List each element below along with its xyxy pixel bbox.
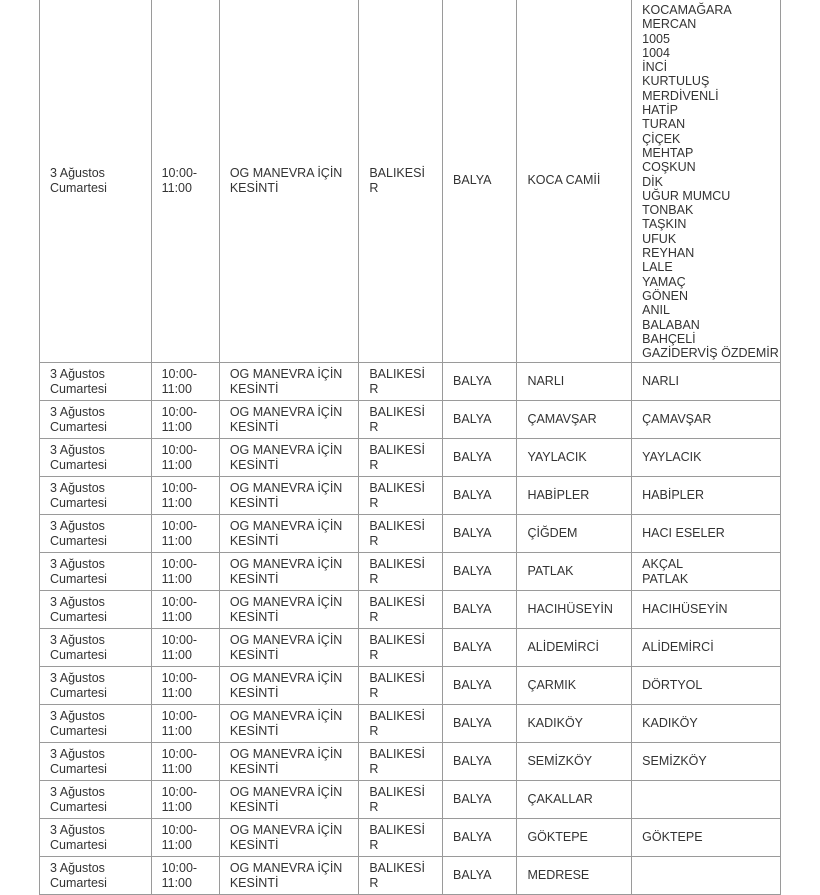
date-cell: 3 Ağustos Cumartesi xyxy=(40,553,152,591)
street-name: KURTULUŞ xyxy=(642,74,710,89)
district-cell: BALYA xyxy=(443,781,517,819)
street-name: ÇAMAVŞAR xyxy=(642,412,712,427)
street-name: AKÇAL xyxy=(642,557,684,572)
reason-cell: OG MANEVRA İÇİN KESİNTİ xyxy=(219,781,359,819)
street-name: HACIHÜSEYİN xyxy=(642,602,728,617)
table-row xyxy=(40,515,781,553)
time-cell: 10:00-11:00 xyxy=(151,781,219,819)
outage-table-container xyxy=(39,0,781,895)
district-cell: BALYA xyxy=(443,515,517,553)
time-cell: 10:00-11:00 xyxy=(151,667,219,705)
date-cell: 3 Ağustos Cumartesi xyxy=(40,629,152,667)
date-cell: 3 Ağustos Cumartesi xyxy=(40,515,152,553)
street-cell xyxy=(632,781,781,819)
time-cell: 10:00-11:00 xyxy=(151,857,219,895)
time-cell: 10:00-11:00 xyxy=(151,0,219,363)
street-name: UĞUR MUMCU xyxy=(642,188,731,203)
district-cell: BALYA xyxy=(443,705,517,743)
time-cell: 10:00-11:00 xyxy=(151,477,219,515)
time-cell: 10:00-11:00 xyxy=(151,401,219,439)
district-cell: BALYA xyxy=(443,667,517,705)
outage-table-body xyxy=(40,0,781,895)
street-cell xyxy=(632,591,781,629)
city-cell: BALIKESİR xyxy=(359,591,443,629)
reason-cell: OG MANEVRA İÇİN KESİNTİ xyxy=(219,401,359,439)
street-name: MERCAN xyxy=(642,17,697,32)
neighborhood-cell: KOCA CAMİİ xyxy=(517,0,632,363)
date-cell: 3 Ağustos Cumartesi xyxy=(40,705,152,743)
reason-cell: OG MANEVRA İÇİN KESİNTİ xyxy=(219,553,359,591)
street-name: GÖKTEPE xyxy=(642,830,703,845)
table-row xyxy=(40,439,781,477)
district-cell: BALYA xyxy=(443,553,517,591)
district-cell: BALYA xyxy=(443,629,517,667)
street-name: GAZİDERVİŞ ÖZDEMİR xyxy=(642,346,779,361)
table-row xyxy=(40,363,781,401)
street-name: REYHAN xyxy=(642,246,695,261)
street-name: PATLAK xyxy=(642,571,689,586)
street-cell xyxy=(632,667,781,705)
date-cell: 3 Ağustos Cumartesi xyxy=(40,401,152,439)
city-cell: BALIKESİR xyxy=(359,743,443,781)
street-name: HABİPLER xyxy=(642,488,704,503)
neighborhood-cell: KADIKÖY xyxy=(517,705,632,743)
street-name: YAMAÇ xyxy=(642,274,686,289)
neighborhood-cell: GÖKTEPE xyxy=(517,819,632,857)
table-row xyxy=(40,781,781,819)
reason-cell: OG MANEVRA İÇİN KESİNTİ xyxy=(219,629,359,667)
street-name: BALABAN xyxy=(642,317,700,332)
reason-cell: OG MANEVRA İÇİN KESİNTİ xyxy=(219,667,359,705)
table-row xyxy=(40,667,781,705)
city-cell: BALIKESİR xyxy=(359,515,443,553)
street-cell xyxy=(632,515,781,553)
street-cell xyxy=(632,477,781,515)
city-cell: BALIKESİR xyxy=(359,705,443,743)
time-cell: 10:00-11:00 xyxy=(151,819,219,857)
date-cell: 3 Ağustos Cumartesi xyxy=(40,781,152,819)
street-name: TONBAK xyxy=(642,203,694,218)
street-cell xyxy=(632,629,781,667)
date-cell: 3 Ağustos Cumartesi xyxy=(40,857,152,895)
street-name: İNCİ xyxy=(642,60,668,75)
street-name: TURAN xyxy=(642,117,686,132)
district-cell: BALYA xyxy=(443,439,517,477)
time-cell: 10:00-11:00 xyxy=(151,363,219,401)
street-cell xyxy=(632,363,781,401)
table-row xyxy=(40,591,781,629)
table-row xyxy=(40,401,781,439)
table-row xyxy=(40,819,781,857)
street-cell xyxy=(632,401,781,439)
reason-cell: OG MANEVRA İÇİN KESİNTİ xyxy=(219,477,359,515)
date-cell: 3 Ağustos Cumartesi xyxy=(40,0,152,363)
street-cell xyxy=(632,819,781,857)
neighborhood-cell: ÇARMIK xyxy=(517,667,632,705)
district-cell: BALYA xyxy=(443,477,517,515)
outage-table xyxy=(39,0,781,895)
district-cell: BALYA xyxy=(443,0,517,363)
street-name: HACI ESELER xyxy=(642,526,725,541)
street-name: HATİP xyxy=(642,103,679,118)
date-cell: 3 Ağustos Cumartesi xyxy=(40,819,152,857)
neighborhood-cell: MEDRESE xyxy=(517,857,632,895)
district-cell: BALYA xyxy=(443,591,517,629)
district-cell: BALYA xyxy=(443,363,517,401)
street-cell xyxy=(632,439,781,477)
city-cell: BALIKESİR xyxy=(359,0,443,363)
street-name: COŞKUN xyxy=(642,160,696,175)
street-name: KADIKÖY xyxy=(642,716,698,731)
time-cell: 10:00-11:00 xyxy=(151,705,219,743)
street-name: ALİDEMİRCİ xyxy=(642,640,714,655)
time-cell: 10:00-11:00 xyxy=(151,553,219,591)
neighborhood-cell: ÇİĞDEM xyxy=(517,515,632,553)
city-cell: BALIKESİR xyxy=(359,477,443,515)
street-cell xyxy=(632,743,781,781)
time-cell: 10:00-11:00 xyxy=(151,591,219,629)
neighborhood-cell: ÇAKALLAR xyxy=(517,781,632,819)
neighborhood-cell: PATLAK xyxy=(517,553,632,591)
street-name: TAŞKIN xyxy=(642,217,687,232)
reason-cell: OG MANEVRA İÇİN KESİNTİ xyxy=(219,819,359,857)
date-cell: 3 Ağustos Cumartesi xyxy=(40,363,152,401)
street-name: BAHÇELİ xyxy=(642,331,696,346)
street-name: DİK xyxy=(642,174,663,189)
city-cell: BALIKESİR xyxy=(359,667,443,705)
reason-cell: OG MANEVRA İÇİN KESİNTİ xyxy=(219,857,359,895)
street-name: ÇİÇEK xyxy=(642,131,681,146)
date-cell: 3 Ağustos Cumartesi xyxy=(40,439,152,477)
time-cell: 10:00-11:00 xyxy=(151,743,219,781)
reason-cell: OG MANEVRA İÇİN KESİNTİ xyxy=(219,0,359,363)
table-row xyxy=(40,477,781,515)
reason-cell: OG MANEVRA İÇİN KESİNTİ xyxy=(219,363,359,401)
street-name: ANIL xyxy=(642,303,670,318)
city-cell: BALIKESİR xyxy=(359,781,443,819)
neighborhood-cell: SEMİZKÖY xyxy=(517,743,632,781)
table-row xyxy=(40,705,781,743)
district-cell: BALYA xyxy=(443,401,517,439)
neighborhood-cell: ÇAMAVŞAR xyxy=(517,401,632,439)
street-name: KOCAMAĞARA xyxy=(642,3,732,17)
reason-cell: OG MANEVRA İÇİN KESİNTİ xyxy=(219,591,359,629)
street-name: LALE xyxy=(642,260,673,275)
time-cell: 10:00-11:00 xyxy=(151,629,219,667)
reason-cell: OG MANEVRA İÇİN KESİNTİ xyxy=(219,439,359,477)
time-cell: 10:00-11:00 xyxy=(151,439,219,477)
city-cell: BALIKESİR xyxy=(359,819,443,857)
street-name: GÖNEN xyxy=(642,288,688,303)
date-cell: 3 Ağustos Cumartesi xyxy=(40,743,152,781)
street-name: DÖRTYOL xyxy=(642,678,703,693)
street-name: 1005 xyxy=(642,31,670,46)
street-cell xyxy=(632,0,781,363)
neighborhood-cell: HABİPLER xyxy=(517,477,632,515)
street-name: YAYLACIK xyxy=(642,450,702,465)
city-cell: BALIKESİR xyxy=(359,363,443,401)
city-cell: BALIKESİR xyxy=(359,553,443,591)
street-cell xyxy=(632,553,781,591)
neighborhood-cell: NARLI xyxy=(517,363,632,401)
city-cell: BALIKESİR xyxy=(359,439,443,477)
district-cell: BALYA xyxy=(443,857,517,895)
time-cell: 10:00-11:00 xyxy=(151,515,219,553)
reason-cell: OG MANEVRA İÇİN KESİNTİ xyxy=(219,705,359,743)
city-cell: BALIKESİR xyxy=(359,401,443,439)
table-row xyxy=(40,857,781,895)
district-cell: BALYA xyxy=(443,743,517,781)
table-row xyxy=(40,743,781,781)
table-row xyxy=(40,553,781,591)
date-cell: 3 Ağustos Cumartesi xyxy=(40,477,152,515)
reason-cell: OG MANEVRA İÇİN KESİNTİ xyxy=(219,743,359,781)
street-name: UFUK xyxy=(642,231,677,246)
city-cell: BALIKESİR xyxy=(359,629,443,667)
neighborhood-cell: YAYLACIK xyxy=(517,439,632,477)
street-cell xyxy=(632,705,781,743)
street-cell xyxy=(632,857,781,895)
date-cell: 3 Ağustos Cumartesi xyxy=(40,591,152,629)
district-cell: BALYA xyxy=(443,819,517,857)
reason-cell: OG MANEVRA İÇİN KESİNTİ xyxy=(219,515,359,553)
street-name: SEMİZKÖY xyxy=(642,754,707,769)
neighborhood-cell: HACIHÜSEYİN xyxy=(517,591,632,629)
street-name: 1004 xyxy=(642,45,670,60)
table-row xyxy=(40,0,781,363)
street-name: MERDİVENLİ xyxy=(642,88,719,103)
date-cell: 3 Ağustos Cumartesi xyxy=(40,667,152,705)
neighborhood-cell: ALİDEMİRCİ xyxy=(517,629,632,667)
street-name: NARLI xyxy=(642,374,679,389)
table-row xyxy=(40,629,781,667)
street-name: MEHTAP xyxy=(642,145,694,160)
city-cell: BALIKESİR xyxy=(359,857,443,895)
